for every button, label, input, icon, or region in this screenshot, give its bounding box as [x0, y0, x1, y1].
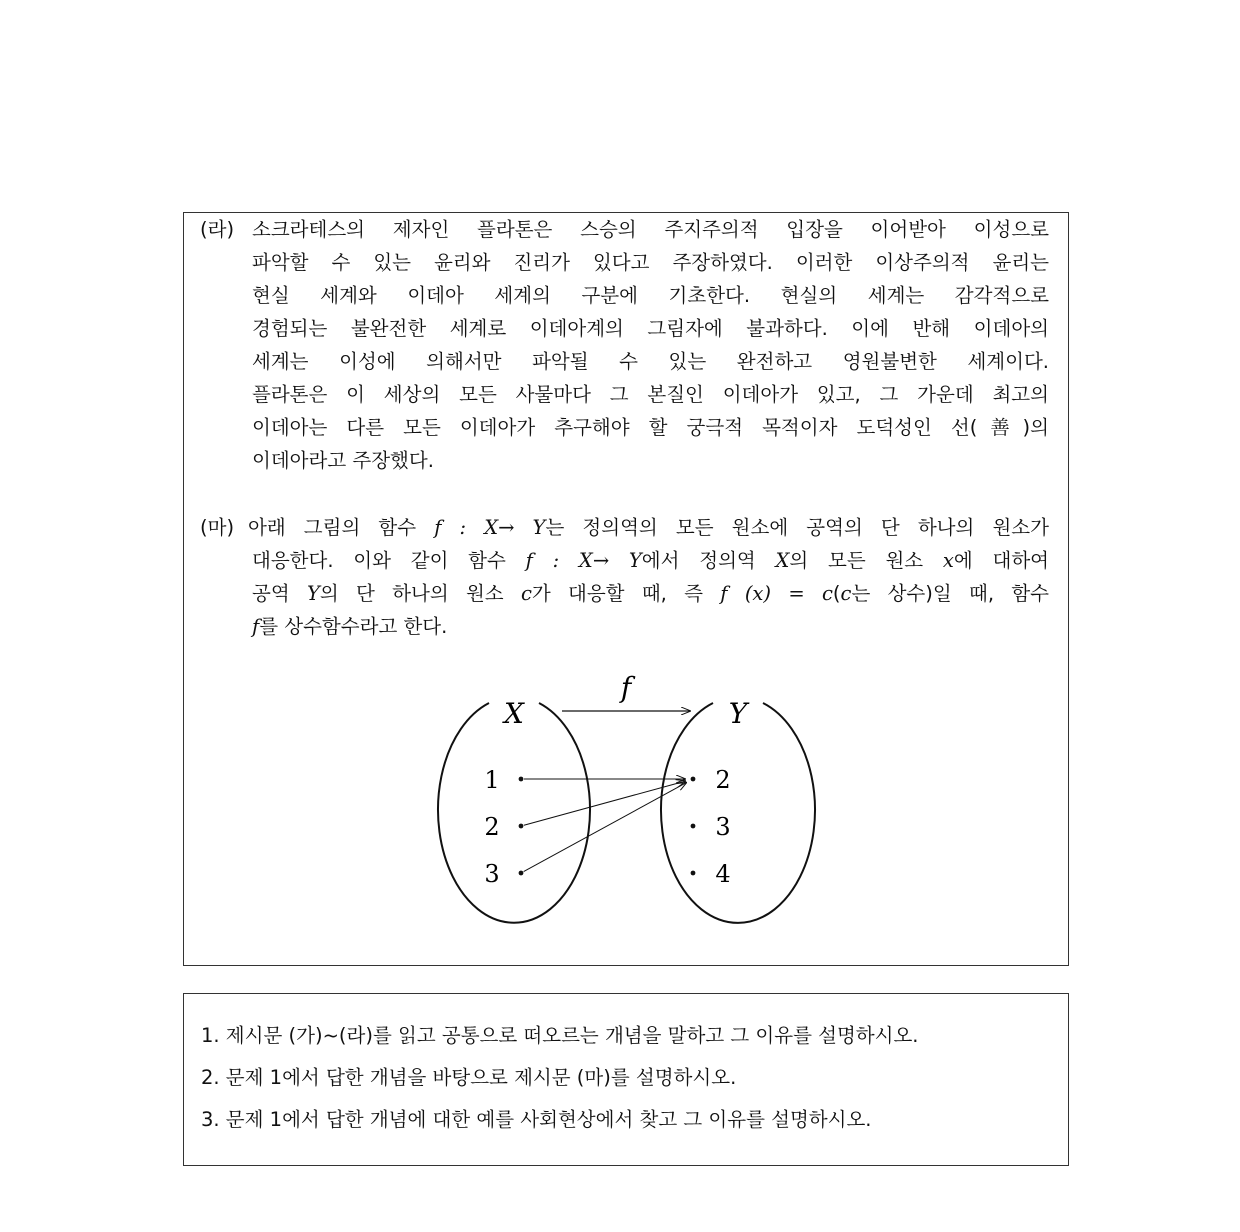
- passage-line: 파악할 수 있는 윤리와 진리가 있다고 주장하였다. 이러한 이상주의적 윤리는: [252, 251, 1049, 274]
- domain-element-dot: [519, 871, 524, 876]
- math-expression: c: [520, 582, 532, 605]
- question-1: 1. 제시문 (가)~(라)를 읽고 공통으로 떠오르는 개념을 말하고 그 이유를 설명하시오.: [201, 1024, 919, 1047]
- function-label: f: [620, 671, 632, 704]
- math-expression: x: [942, 549, 954, 572]
- passage-line: [252, 577, 1049, 610]
- question-3: 3. 문제 1에서 답한 개념에 대한 예를 사회현상에서 찾고 그 이유를 설명하시오.: [201, 1108, 872, 1131]
- codomain-element-label: 4: [715, 860, 731, 888]
- domain-element-dot: [519, 777, 524, 782]
- codomain-element-dot: [691, 777, 696, 782]
- text-run: 를 상수함수라고 한다.: [259, 615, 448, 638]
- codomain-set-ellipse: [661, 703, 815, 923]
- codomain-element-label: 3: [715, 813, 731, 841]
- domain-element-label: 2: [484, 813, 500, 841]
- passage-label: (라): [200, 218, 235, 241]
- domain-set-ellipse: [438, 703, 590, 923]
- text-run: (: [832, 582, 841, 605]
- text-run: 대응한다. 이와 같이 함수: [252, 549, 526, 572]
- text-run: 아래 그림의 함수: [248, 516, 435, 539]
- codomain-element-dot: [691, 824, 696, 829]
- math-expression: f : X→ Y: [434, 516, 546, 539]
- passage-line: 이데아는 다른 모든 이데아가 추구해야 할 궁극적 목적이자 도덕성인 선(善)의: [252, 416, 1049, 439]
- domain-label: X: [504, 697, 524, 730]
- codomain-element-label: 2: [715, 766, 731, 794]
- text-run: 의 모든 원소: [789, 549, 943, 572]
- domain-element-label: 1: [484, 766, 500, 794]
- domain-element-dot: [519, 824, 524, 829]
- passage-line: [252, 544, 1049, 577]
- math-expression: Y: [306, 582, 320, 605]
- codomain-label: Y: [728, 697, 748, 730]
- codomain-element-dot: [691, 871, 696, 876]
- passage-ma: [200, 511, 1049, 643]
- passage-ra: [200, 213, 1049, 477]
- passage-line: 현실 세계와 이데아 세계의 구분에 기초한다. 현실의 세계는 감각적으로: [252, 284, 1049, 307]
- math-expression: f: [252, 615, 260, 638]
- text-run: 는 정의역의 모든 원소에 공역의 단 하나의 원소가: [545, 516, 1049, 539]
- domain-elements: [484, 766, 523, 888]
- question-box: [183, 993, 1069, 1166]
- passage-label: (마): [200, 516, 235, 539]
- passage-line: 경험되는 불완전한 세계로 이데아계의 그림자에 불과하다. 이에 반해 이데아의: [252, 317, 1049, 340]
- passage-line: [252, 610, 1049, 643]
- passage-line: 플라톤은 이 세상의 모든 사물마다 그 본질인 이데아가 있고, 그 가운데 최고의: [252, 383, 1049, 406]
- text-run: 가 대응할 때, 즉: [531, 582, 721, 605]
- passage-line: [248, 511, 1049, 544]
- codomain-elements: [691, 766, 731, 888]
- passage-line: 소크라테스의 제자인 플라톤은 스승의 주지주의적 입장을 이어받아 이성으로: [252, 218, 1049, 241]
- question-2: 2. 문제 1에서 답한 개념을 바탕으로 제시문 (마)를 설명하시오.: [201, 1066, 737, 1089]
- passage-box: [183, 212, 1069, 966]
- text-run: 공역: [252, 582, 307, 605]
- math-expression: X: [775, 549, 790, 572]
- text-run: 에서 정의역: [641, 549, 776, 572]
- passage-line: 세계는 이성에 의해서만 파악될 수 있는 완전하고 영원불변한 세계이다.: [252, 350, 1049, 373]
- domain-element-label: 3: [484, 860, 500, 888]
- text-run: 의 단 하나의 원소: [319, 582, 521, 605]
- text-run: 는 상수)일 때, 함수: [851, 582, 1050, 605]
- passage-line: 이데아라고 주장했다.: [252, 449, 434, 472]
- math-expression: f : X→ Y: [525, 549, 642, 572]
- math-expression: c: [840, 582, 852, 605]
- function-diagram: [434, 651, 824, 931]
- text-run: 에 대하여: [953, 549, 1050, 572]
- math-expression: f (x) = c: [720, 582, 833, 605]
